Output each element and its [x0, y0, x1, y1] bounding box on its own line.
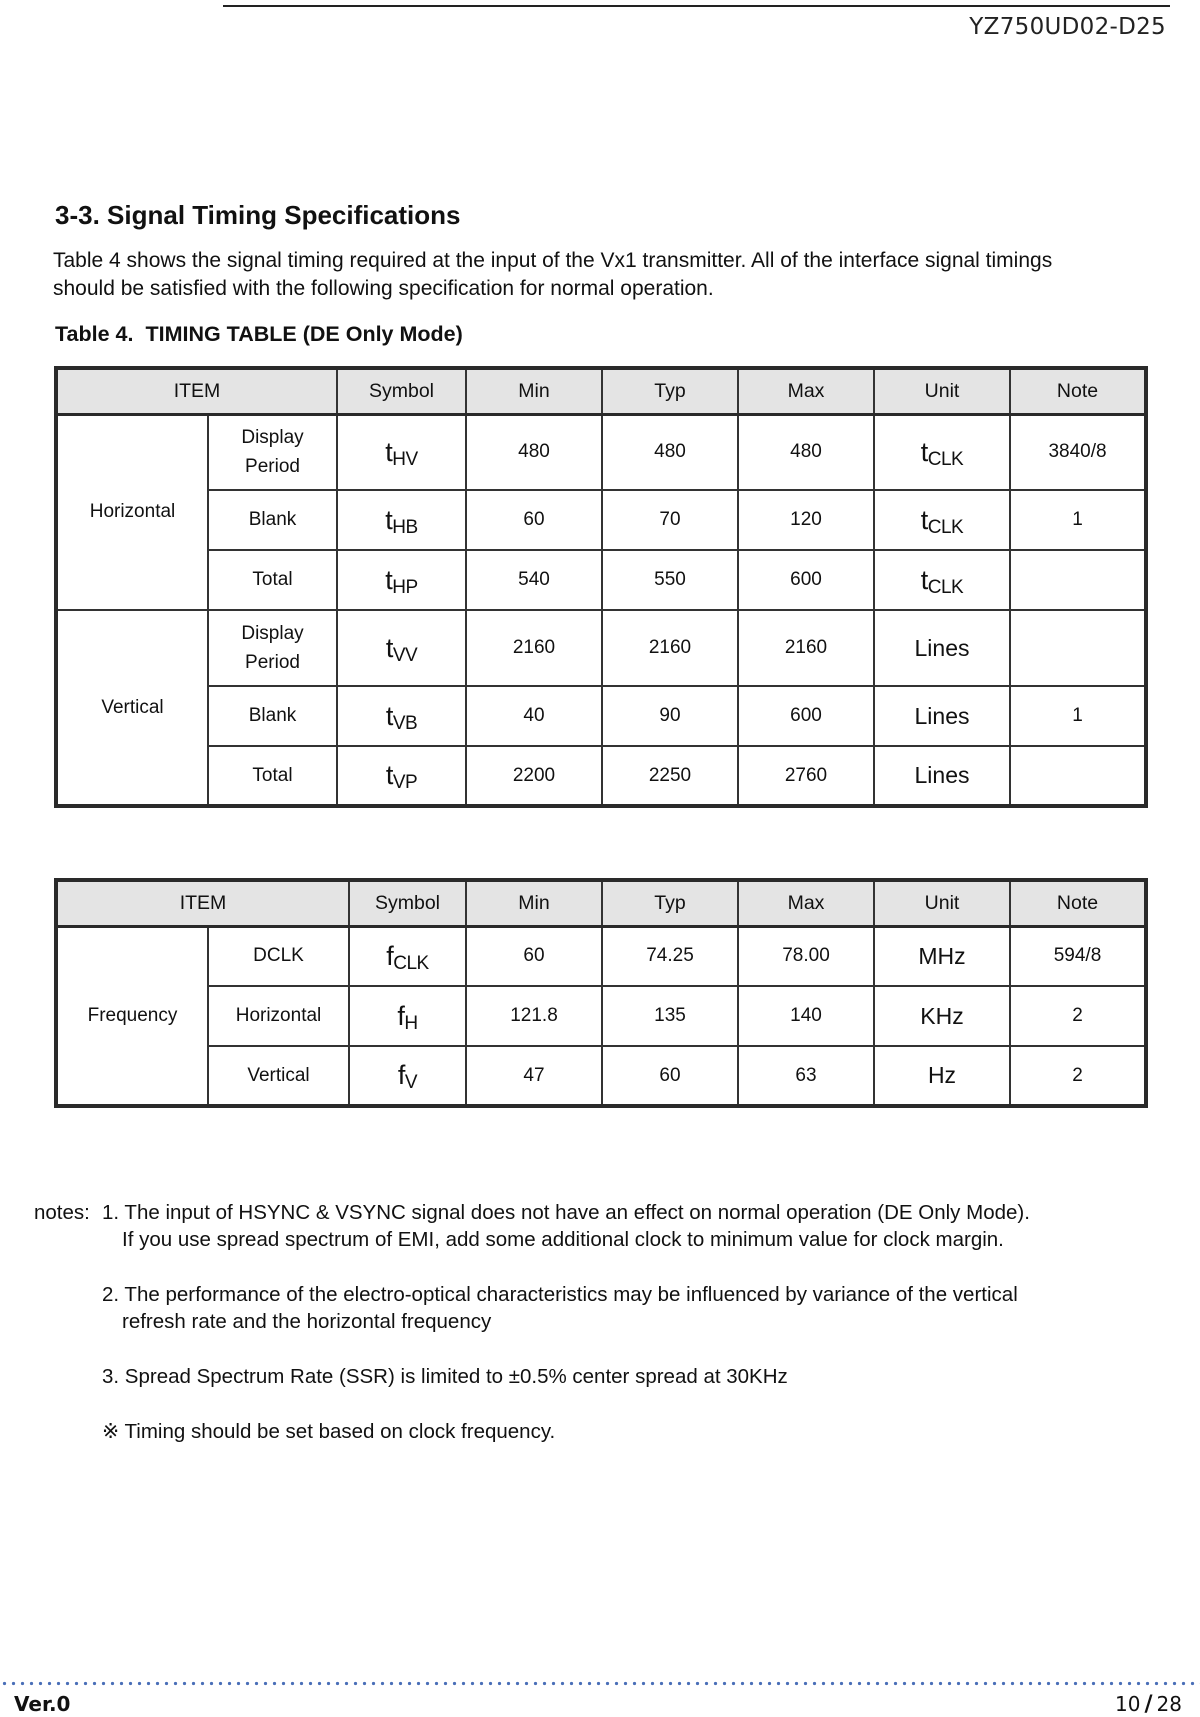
typ-cell: 135 [602, 986, 738, 1046]
symbol-sub: HV [392, 448, 418, 470]
remark [34, 1418, 1184, 1445]
table-caption-title: TIMING TABLE (DE Only Mode) [145, 322, 463, 346]
table-caption [55, 322, 463, 347]
unit-sub: CLK [927, 448, 964, 470]
typ-cell: 70 [602, 490, 738, 550]
unit-cell: Lines [874, 610, 1010, 686]
table-row [56, 1046, 1146, 1106]
item-line: Period [245, 652, 300, 673]
symbol-sub: HP [392, 576, 418, 598]
min-cell: 47 [466, 1046, 602, 1106]
table-caption-label: Table 4. [55, 322, 134, 346]
symbol-sub: H [404, 1012, 418, 1034]
note-2-line-1: 2. The performance of the electro-optical characteristics may be influenced by variance of the vertical [102, 1283, 1018, 1306]
typ-cell: 90 [602, 686, 738, 746]
table-row [56, 746, 1146, 806]
col-header-typ: Typ [602, 368, 738, 414]
col-header-unit: Unit [874, 368, 1010, 414]
symbol-sub: VP [392, 772, 418, 793]
version-label: Ver.0 [14, 1692, 71, 1716]
symbol-base: t [385, 564, 393, 595]
symbol-sub: HB [392, 516, 418, 538]
page-total: 28 [1156, 1692, 1182, 1716]
notes-label: notes: [34, 1201, 90, 1224]
note-cell [1010, 550, 1146, 610]
note-1-line-1: 1. The input of HSYNC & VSYNC signal does not have an effect on normal operation (DE Only Mode). [102, 1201, 1030, 1224]
item-cell: DCLK [208, 926, 349, 986]
remark-text: ※ Timing should be set based on clock frequency. [102, 1420, 556, 1443]
item-cell [208, 414, 337, 490]
symbol-base: t [385, 632, 393, 663]
note-cell: 1 [1010, 490, 1146, 550]
col-header-note: Note [1010, 880, 1146, 926]
table-row [56, 550, 1146, 610]
item-cell: Blank [208, 490, 337, 550]
symbol-base: f [397, 1000, 405, 1031]
unit-cell: Lines [874, 746, 1010, 806]
item-cell: Total [208, 550, 337, 610]
item-cell: Blank [208, 686, 337, 746]
table-row [56, 686, 1146, 746]
max-cell: 78.00 [738, 926, 874, 986]
typ-cell: 74.25 [602, 926, 738, 986]
note-cell: 1 [1010, 686, 1146, 746]
symbol-cell [337, 610, 466, 686]
document-id: YZ750UD02-D25 [969, 14, 1166, 40]
symbol-base: f [386, 940, 394, 971]
max-cell: 2160 [738, 610, 874, 686]
col-header-min: Min [466, 368, 602, 414]
group-vertical: Vertical [56, 610, 208, 806]
col-header-symbol: Symbol [349, 880, 466, 926]
max-cell: 140 [738, 986, 874, 1046]
unit-sub: CLK [927, 576, 964, 598]
unit-cell [874, 414, 1010, 490]
note-1-line-2: If you use spread spectrum of EMI, add some additional clock to minimum value for clock margin. [122, 1228, 1004, 1251]
symbol-base: t [385, 700, 393, 731]
min-cell: 40 [466, 686, 602, 746]
item-line: Display [241, 623, 304, 644]
unit-cell [874, 550, 1010, 610]
col-header-max: Max [738, 368, 874, 414]
symbol-base: t [385, 504, 393, 535]
col-header-symbol: Symbol [337, 368, 466, 414]
symbol-cell [337, 414, 466, 490]
min-cell: 540 [466, 550, 602, 610]
frequency-table [54, 878, 1148, 1108]
item-cell: Total [208, 746, 337, 806]
item-line: Display [241, 427, 304, 449]
unit-cell [874, 490, 1010, 550]
typ-cell: 480 [602, 414, 738, 490]
note-2-line-2: refresh rate and the horizontal frequency [122, 1310, 492, 1333]
min-cell: 60 [466, 490, 602, 550]
symbol-cell [349, 926, 466, 986]
col-header-typ: Typ [602, 880, 738, 926]
symbol-base: t [385, 760, 393, 790]
footer-dotted-rule [0, 1681, 1200, 1686]
item-cell: Vertical [208, 1046, 349, 1106]
page-separator: / [1144, 1692, 1153, 1717]
timing-table [54, 366, 1148, 808]
unit-sub: CLK [927, 516, 964, 538]
max-cell: 120 [738, 490, 874, 550]
note-cell [1010, 746, 1146, 806]
col-header-max: Max [738, 880, 874, 926]
symbol-cell [349, 1046, 466, 1106]
note-3 [34, 1363, 1184, 1390]
note-cell: 2 [1010, 1046, 1146, 1106]
typ-cell: 2250 [602, 746, 738, 806]
section-title: 3-3. Signal Timing Specifications [55, 200, 461, 230]
symbol-cell [337, 686, 466, 746]
typ-cell: 2160 [602, 610, 738, 686]
col-header-note: Note [1010, 368, 1146, 414]
unit-cell: KHz [874, 986, 1010, 1046]
min-cell: 60 [466, 926, 602, 986]
group-horizontal: Horizontal [56, 414, 208, 610]
intro-line-1: Table 4 shows the signal timing required at the input of the Vx1 transmitter. All of the interface signal timings [53, 249, 1053, 272]
max-cell: 600 [738, 550, 874, 610]
item-cell [208, 610, 337, 686]
unit-cell: Lines [874, 686, 1010, 746]
intro-line-2: should be satisfied with the following specification for normal operation. [53, 277, 714, 300]
note-cell: 3840/8 [1010, 414, 1146, 490]
note-2 [34, 1281, 1184, 1335]
table-row [56, 610, 1146, 686]
symbol-base: t [385, 436, 393, 467]
max-cell: 63 [738, 1046, 874, 1106]
min-cell: 2160 [466, 610, 602, 686]
unit-cell: MHz [874, 926, 1010, 986]
symbol-cell [337, 746, 466, 806]
max-cell: 480 [738, 414, 874, 490]
col-header-item: ITEM [56, 368, 337, 414]
typ-cell: 60 [602, 1046, 738, 1106]
page-current: 10 [1115, 1692, 1141, 1716]
symbol-sub: VV [392, 644, 418, 666]
unit-base: t [920, 564, 928, 595]
unit-cell: Hz [874, 1046, 1010, 1106]
note-1 [34, 1199, 1184, 1253]
symbol-cell [337, 490, 466, 550]
notes-section [34, 1199, 1184, 1445]
note-cell [1010, 610, 1146, 686]
max-cell: 2760 [738, 746, 874, 806]
min-cell: 2200 [466, 746, 602, 806]
symbol-sub: V [404, 1072, 418, 1093]
max-cell: 600 [738, 686, 874, 746]
typ-cell: 550 [602, 550, 738, 610]
group-frequency: Frequency [56, 926, 208, 1106]
col-header-min: Min [466, 880, 602, 926]
table-row [56, 414, 1146, 490]
min-cell: 480 [466, 414, 602, 490]
item-line: Period [245, 456, 300, 478]
unit-base: t [920, 504, 928, 535]
symbol-base: f [397, 1060, 405, 1090]
note-3-text: 3. Spread Spectrum Rate (SSR) is limited to ±0.5% center spread at 30KHz [102, 1365, 788, 1388]
min-cell: 121.8 [466, 986, 602, 1046]
note-cell: 594/8 [1010, 926, 1146, 986]
col-header-item: ITEM [56, 880, 349, 926]
unit-base: t [920, 436, 928, 467]
symbol-sub: CLK [393, 952, 429, 974]
item-cell: Horizontal [208, 986, 349, 1046]
symbol-cell [349, 986, 466, 1046]
section-intro [53, 247, 1173, 303]
table-row [56, 490, 1146, 550]
note-cell: 2 [1010, 986, 1146, 1046]
symbol-sub: VB [392, 712, 418, 734]
col-header-unit: Unit [874, 880, 1010, 926]
symbol-cell [337, 550, 466, 610]
table-row [56, 926, 1146, 986]
header-rule [223, 5, 1170, 7]
page-number [1115, 1692, 1182, 1717]
table-row [56, 986, 1146, 1046]
